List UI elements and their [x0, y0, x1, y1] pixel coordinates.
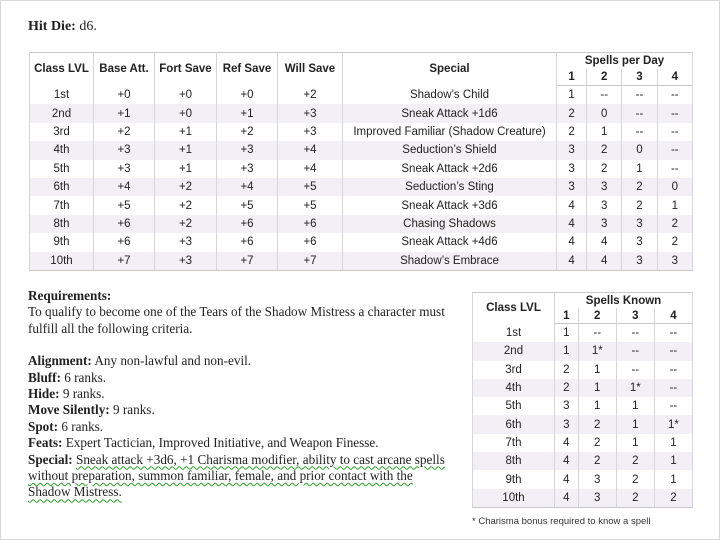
cell-special: Seduction’s Sting [343, 178, 557, 196]
cell-spells-4: 2 [657, 215, 692, 233]
hit-die-value: d6. [79, 19, 97, 34]
cell-fort-save: +1 [155, 123, 217, 141]
cell-will-save: +3 [278, 104, 343, 122]
cell-spells-3: 3 [622, 215, 657, 233]
cell-spells-2: 0 [587, 104, 622, 122]
cell-special: Sneak Attack +4d6 [343, 233, 557, 251]
cell-base-att: +1 [94, 104, 155, 122]
cell-known-2: 2 [578, 452, 616, 470]
cell-fort-save: +0 [155, 86, 217, 105]
cell-spells-4: -- [657, 123, 692, 141]
cell-will-save: +4 [278, 160, 343, 178]
table-row [473, 452, 693, 470]
cell-will-save: +6 [278, 233, 343, 251]
cell-known-2: 3 [578, 489, 616, 508]
cell-ref-save: +3 [217, 141, 278, 159]
cell-known-3: -- [616, 324, 654, 343]
cell-known-4: 1 [654, 452, 692, 470]
cell-known-2: 2 [578, 434, 616, 452]
cell-known-1: 4 [555, 452, 579, 470]
cell-known-1: 2 [555, 379, 579, 397]
table-row [30, 252, 693, 271]
cell-class-lvl: 2nd [30, 104, 94, 122]
cell-spells-1: 4 [557, 215, 587, 233]
cell-will-save: +3 [278, 123, 343, 141]
col-class-lvl: Class LVL [30, 53, 94, 86]
table-row [30, 215, 693, 233]
cell-known-1: 2 [555, 361, 579, 379]
req-move-silently: Move Silently: 9 ranks. [28, 402, 155, 418]
cell-known-2: 1* [578, 342, 616, 360]
cell-known-4: 1 [654, 434, 692, 452]
col-spell-level-1: 1 [557, 69, 587, 86]
cell-spells-1: 2 [557, 104, 587, 122]
cell-spells-2: 2 [587, 160, 622, 178]
cell-spells-3: 3 [622, 233, 657, 251]
cell-class-lvl: 4th [30, 141, 94, 159]
cell-base-att: +0 [94, 86, 155, 105]
cell-known-2: 2 [578, 415, 616, 433]
cell-known-4: 1* [654, 415, 692, 433]
cell-spells-1: 2 [557, 123, 587, 141]
cell-known-4: -- [654, 379, 692, 397]
cell-known-1: 4 [555, 470, 579, 488]
cell-spells-4: -- [657, 104, 692, 122]
cell-class-lvl: 10th [30, 252, 94, 271]
cell-known-4: -- [654, 361, 692, 379]
col-known-level-3: 3 [616, 308, 654, 324]
cell-class-lvl: 1st [30, 86, 94, 105]
spells-known-table [472, 292, 693, 508]
table-row [30, 86, 693, 105]
col-will-save: Will Save [278, 53, 343, 86]
cell-fort-save: +2 [155, 196, 217, 214]
cell-spells-3: 2 [622, 196, 657, 214]
req-bluff: Bluff: 6 ranks. [28, 369, 107, 385]
cell-spells-2: 3 [587, 178, 622, 196]
cell-special: Improved Familiar (Shadow Creature) [343, 123, 557, 141]
table-row [30, 178, 693, 196]
cell-known-2: 3 [578, 470, 616, 488]
cell-known-1: 3 [555, 415, 579, 433]
cell-known-3: 1* [616, 379, 654, 397]
cell-known-4: -- [654, 324, 692, 343]
cell-known-class-lvl: 8th [473, 452, 555, 470]
cell-spells-2: 3 [587, 215, 622, 233]
cell-base-att: +6 [94, 233, 155, 251]
spells-known-footnote: * Charisma bonus required to know a spell [472, 516, 651, 527]
cell-known-3: 2 [616, 489, 654, 508]
cell-fort-save: +2 [155, 215, 217, 233]
cell-special: Sneak Attack +1d6 [343, 104, 557, 122]
cell-fort-save: +2 [155, 178, 217, 196]
cell-known-class-lvl: 4th [473, 379, 555, 397]
col-known-level-4: 4 [654, 308, 692, 324]
cell-base-att: +6 [94, 215, 155, 233]
cell-known-3: 2 [616, 470, 654, 488]
cell-will-save: +5 [278, 196, 343, 214]
cell-special: Shadow’s Embrace [343, 252, 557, 271]
cell-spells-2: 3 [587, 196, 622, 214]
requirements-intro: To qualify to become one of the Tears of the Shadow Mistress a character must fulfill all the following criteria. [28, 304, 445, 336]
table-row [30, 141, 693, 159]
cell-special: Sneak Attack +3d6 [343, 196, 557, 214]
table-row [30, 160, 693, 178]
cell-fort-save: +3 [155, 252, 217, 271]
cell-spells-3: -- [622, 86, 657, 105]
cell-known-4: -- [654, 397, 692, 415]
cell-special: Chasing Shadows [343, 215, 557, 233]
cell-ref-save: +3 [217, 160, 278, 178]
table-row [473, 415, 693, 433]
cell-spells-1: 1 [557, 86, 587, 105]
cell-known-2: -- [578, 324, 616, 343]
cell-will-save: +6 [278, 215, 343, 233]
table-row [30, 104, 693, 122]
cell-ref-save: +2 [217, 123, 278, 141]
req-feats: Feats: Expert Tactician, Improved Initiative, and Weapon Finesse. [28, 435, 379, 451]
cell-spells-1: 3 [557, 160, 587, 178]
table-row [473, 324, 693, 343]
cell-spells-2: 4 [587, 233, 622, 251]
cell-spells-4: 3 [657, 252, 692, 271]
cell-spells-1: 4 [557, 252, 587, 271]
col-known-level-2: 2 [578, 308, 616, 324]
cell-spells-4: -- [657, 141, 692, 159]
cell-will-save: +5 [278, 178, 343, 196]
table-row [473, 470, 693, 488]
cell-fort-save: +3 [155, 233, 217, 251]
cell-base-att: +3 [94, 160, 155, 178]
cell-known-1: 1 [555, 324, 579, 343]
requirements-heading: Requirements: [28, 288, 112, 303]
cell-ref-save: +7 [217, 252, 278, 271]
cell-base-att: +4 [94, 178, 155, 196]
cell-known-4: 2 [654, 489, 692, 508]
cell-spells-3: -- [622, 104, 657, 122]
table-row [473, 489, 693, 508]
cell-ref-save: +1 [217, 104, 278, 122]
cell-known-3: 2 [616, 452, 654, 470]
table-row [30, 196, 693, 214]
req-alignment: Alignment: Any non-lawful and non-evil. [28, 353, 252, 369]
cell-base-att: +2 [94, 123, 155, 141]
hit-die-label: Hit Die: [28, 19, 76, 34]
requirements-section [28, 288, 458, 501]
cell-base-att: +3 [94, 141, 155, 159]
cell-will-save: +4 [278, 141, 343, 159]
cell-spells-2: -- [587, 86, 622, 105]
col-ref-save: Ref Save [217, 53, 278, 86]
cell-class-lvl: 3rd [30, 123, 94, 141]
cell-spells-3: 2 [622, 178, 657, 196]
cell-known-2: 1 [578, 379, 616, 397]
cell-spells-1: 3 [557, 141, 587, 159]
cell-known-class-lvl: 2nd [473, 342, 555, 360]
cell-spells-1: 4 [557, 196, 587, 214]
cell-known-class-lvl: 3rd [473, 361, 555, 379]
cell-spells-4: 1 [657, 196, 692, 214]
cell-spells-3: 3 [622, 252, 657, 271]
col-spells-known: Spells Known [555, 293, 693, 309]
cell-known-1: 4 [555, 489, 579, 508]
col-known-level-1: 1 [555, 308, 579, 324]
cell-known-4: -- [654, 342, 692, 360]
cell-fort-save: +1 [155, 160, 217, 178]
col-spell-level-4: 4 [657, 69, 692, 86]
cell-fort-save: +0 [155, 104, 217, 122]
cell-class-lvl: 7th [30, 196, 94, 214]
table-row [473, 342, 693, 360]
col-spells-per-day: Spells per Day [557, 53, 693, 70]
col-spell-level-3: 3 [622, 69, 657, 86]
cell-known-class-lvl: 10th [473, 489, 555, 508]
cell-known-1: 1 [555, 342, 579, 360]
cell-known-2: 1 [578, 361, 616, 379]
cell-known-class-lvl: 7th [473, 434, 555, 452]
cell-spells-2: 1 [587, 123, 622, 141]
table-row [30, 233, 693, 251]
cell-known-1: 4 [555, 434, 579, 452]
cell-base-att: +5 [94, 196, 155, 214]
cell-will-save: +7 [278, 252, 343, 271]
cell-known-3: -- [616, 342, 654, 360]
cell-class-lvl: 6th [30, 178, 94, 196]
cell-spells-2: 2 [587, 141, 622, 159]
cell-class-lvl: 9th [30, 233, 94, 251]
col-base-att: Base Att. [94, 53, 155, 86]
cell-ref-save: +0 [217, 86, 278, 105]
req-hide: Hide: 9 ranks. [28, 386, 105, 402]
cell-special: Seduction’s Shield [343, 141, 557, 159]
col-known-class-lvl: Class LVL [473, 293, 555, 324]
cell-known-1: 3 [555, 397, 579, 415]
cell-special: Sneak Attack +2d6 [343, 160, 557, 178]
cell-spells-3: 0 [622, 141, 657, 159]
table-row [473, 397, 693, 415]
cell-will-save: +2 [278, 86, 343, 105]
req-spot: Spot: 6 ranks. [28, 418, 104, 434]
cell-fort-save: +1 [155, 141, 217, 159]
table-row [473, 434, 693, 452]
class-progression-table [29, 52, 693, 271]
cell-spells-4: -- [657, 86, 692, 105]
cell-known-4: 1 [654, 470, 692, 488]
cell-special: Shadow’s Child [343, 86, 557, 105]
cell-spells-3: -- [622, 123, 657, 141]
col-special: Special [343, 53, 557, 86]
cell-spells-4: -- [657, 160, 692, 178]
cell-known-class-lvl: 6th [473, 415, 555, 433]
cell-ref-save: +6 [217, 233, 278, 251]
cell-known-3: -- [616, 361, 654, 379]
cell-class-lvl: 8th [30, 215, 94, 233]
col-fort-save: Fort Save [155, 53, 217, 86]
cell-spells-4: 0 [657, 178, 692, 196]
table-row [473, 361, 693, 379]
cell-ref-save: +5 [217, 196, 278, 214]
cell-spells-4: 2 [657, 233, 692, 251]
cell-spells-1: 3 [557, 178, 587, 196]
cell-known-3: 1 [616, 415, 654, 433]
cell-spells-2: 4 [587, 252, 622, 271]
cell-known-2: 1 [578, 397, 616, 415]
cell-base-att: +7 [94, 252, 155, 271]
table-row [30, 123, 693, 141]
cell-known-3: 1 [616, 434, 654, 452]
cell-class-lvl: 5th [30, 160, 94, 178]
cell-ref-save: +6 [217, 215, 278, 233]
table-row [473, 379, 693, 397]
cell-known-class-lvl: 9th [473, 470, 555, 488]
cell-known-class-lvl: 1st [473, 324, 555, 343]
col-spell-level-2: 2 [587, 69, 622, 86]
cell-spells-3: 1 [622, 160, 657, 178]
req-special: Special: Sneak attack +3d6, +1 Charisma modifier, ability to cast arcane spells without preparation, summon familiar, female, and prior contact with the Shadow Mistress. [28, 451, 445, 500]
cell-known-3: 1 [616, 397, 654, 415]
cell-ref-save: +4 [217, 178, 278, 196]
cell-spells-1: 4 [557, 233, 587, 251]
hit-die-line [28, 19, 97, 35]
cell-known-class-lvl: 5th [473, 397, 555, 415]
